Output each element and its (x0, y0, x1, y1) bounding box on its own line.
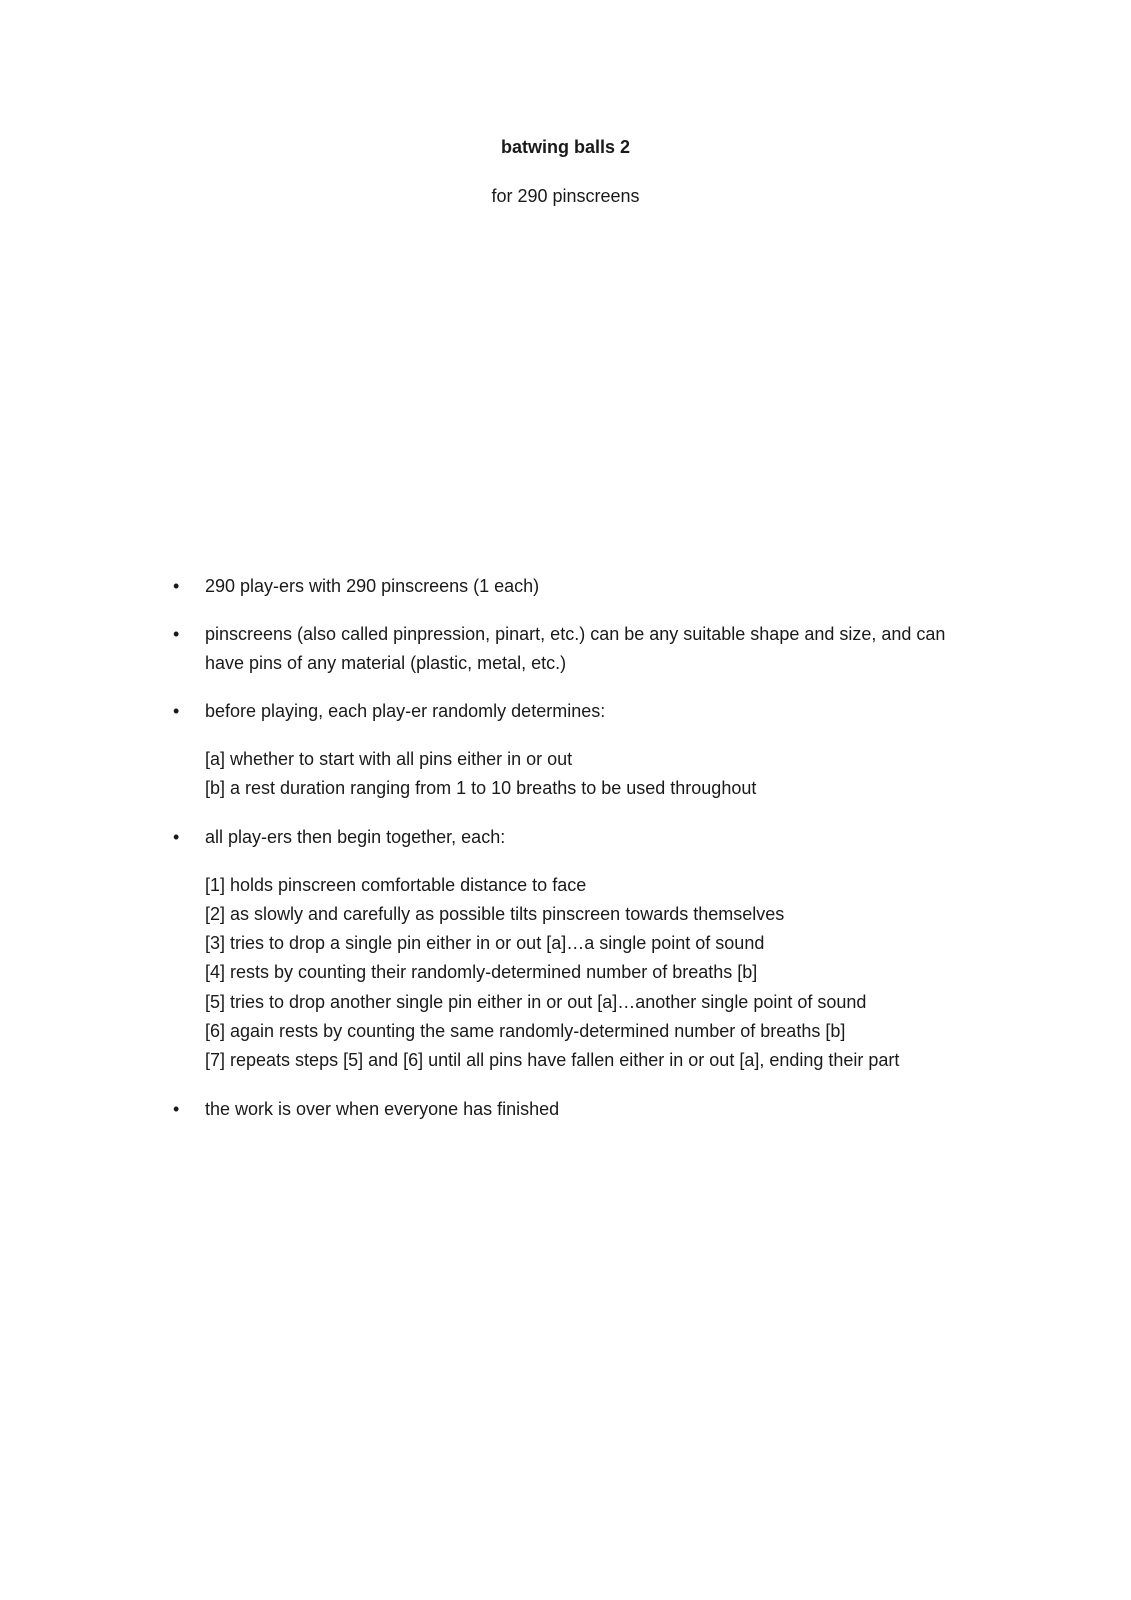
list-item (0, 823, 985, 1076)
sub-list (205, 745, 985, 804)
bullet-icon: • (173, 624, 180, 644)
sub-list (205, 871, 985, 1076)
list-item-text: before playing, each play-er randomly determines: (205, 701, 606, 721)
list-item (0, 1095, 985, 1124)
document-subtitle: for 290 pinscreens (491, 186, 640, 206)
sub-item: [6] again rests by counting the same randomly-determined number of breaths [b] (205, 1021, 846, 1042)
document-title: batwing balls 2 (500, 137, 631, 157)
sub-item: [3] tries to drop a single pin either in or out [a]…a single point of sound (205, 933, 765, 954)
bullet-icon: • (173, 576, 180, 596)
list-item-text: 290 play-ers with 290 pinscreens (1 each) (205, 576, 540, 596)
sub-item: [1] holds pinscreen comfortable distance to face (205, 874, 587, 895)
sub-item: [a] whether to start with all pins either in or out (205, 749, 573, 769)
bullet-icon: • (173, 701, 180, 721)
list-item (0, 620, 985, 678)
list-item-text: pinscreens (also called pinpression, pinart, etc.) can be any suitable shape and size, and can have pins of any material (plastic, metal, etc.) (205, 624, 946, 673)
sub-item: [5] tries to drop another single pin either in or out [a]…another single point of sound (205, 991, 867, 1012)
sub-item: [4] rests by counting their randomly-determined number of breaths [b] (205, 962, 758, 983)
sub-item: [b] a rest duration ranging from 1 to 10 breaths to be used throughout (205, 778, 757, 799)
list-item (0, 697, 985, 804)
list-item-text: the work is over when everyone has finished (205, 1098, 560, 1119)
instruction-list (0, 572, 1131, 1143)
sub-item: [7] repeats steps [5] and [6] until all pins have fallen either in or out [a], ending their part (205, 1050, 900, 1071)
sub-item: [2] as slowly and carefully as possible tilts pinscreen towards themselves (205, 903, 785, 924)
list-item (0, 572, 985, 601)
bullet-icon: • (173, 826, 180, 847)
list-item-text: all play-ers then begin together, each: (205, 826, 506, 847)
bullet-icon: • (173, 1098, 180, 1119)
